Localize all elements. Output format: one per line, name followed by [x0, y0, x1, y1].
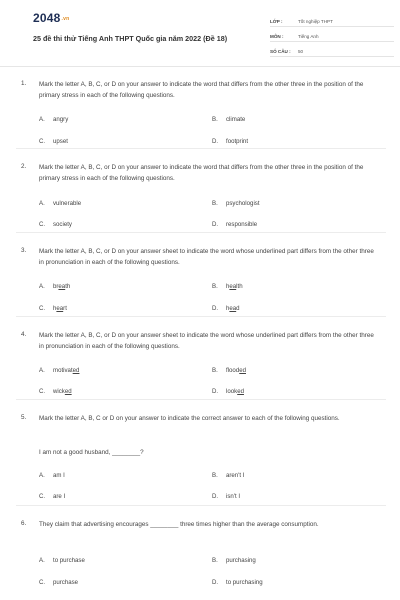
option-c[interactable] [39, 493, 65, 500]
option-text: psychologist [226, 200, 260, 207]
meta-value: 50 [298, 49, 304, 54]
meta-label: MÔN : [270, 34, 284, 39]
option-c[interactable] [39, 579, 78, 586]
option-text: d [236, 305, 240, 312]
meta-value: Tốt nghiệp THPT [298, 19, 333, 24]
option-d[interactable] [212, 388, 244, 395]
option-a[interactable] [39, 557, 85, 564]
option-d[interactable] [212, 221, 257, 228]
question-stem: I am not a good husband, ________? [39, 449, 144, 456]
option-text: lth [236, 283, 243, 290]
question-text: Mark the letter A, B, C or D on your answer to indicate the correct answer to each of the following questions. [39, 415, 340, 422]
option-text: h [226, 305, 230, 312]
question-number: 6. [21, 520, 27, 527]
question-3 [16, 233, 386, 317]
underlined-part: ea [229, 283, 237, 290]
option-letter: C. [39, 221, 46, 228]
option-text: motivat [53, 367, 73, 374]
meta-class-row [270, 12, 394, 27]
option-d[interactable] [212, 305, 240, 312]
option-letter: B. [212, 200, 218, 207]
meta-label: LỚP : [270, 19, 283, 24]
option-a[interactable] [39, 283, 70, 290]
option-letter: D. [212, 493, 219, 500]
underlined-part: ed [64, 388, 72, 395]
option-letter: C. [39, 138, 46, 145]
option-text: flood [226, 367, 240, 374]
underlined-part: ed [239, 367, 246, 374]
option-text: to purchase [53, 557, 85, 564]
option-text: society [53, 221, 72, 228]
option-b[interactable] [212, 557, 256, 564]
option-text: h [226, 283, 230, 290]
option-a[interactable] [39, 200, 81, 207]
question-number: 4. [21, 331, 27, 338]
document-meta [270, 12, 394, 57]
question-text: Mark the letter A, B, C, or D on your answer to indicate the word that differs from the other three in the position of the primary stress in each of the following questions. [39, 81, 364, 99]
underlined-part: ea [56, 305, 64, 312]
meta-value: Tiếng Anh [298, 34, 319, 39]
option-letter: B. [212, 472, 218, 479]
option-letter: A. [39, 283, 45, 290]
option-text: rt [63, 305, 67, 312]
option-b[interactable] [212, 283, 243, 290]
option-letter: B. [212, 283, 218, 290]
option-letter: A. [39, 472, 45, 479]
option-letter: D. [212, 138, 219, 145]
option-letter: A. [39, 557, 45, 564]
option-letter: B. [212, 367, 218, 374]
question-text: They claim that advertising encourages ________ three times higher than the average consumption. [39, 521, 319, 528]
option-text: purchase [53, 579, 79, 586]
option-letter: A. [39, 200, 45, 207]
option-letter: C. [39, 388, 46, 395]
option-text: vulnerable [53, 200, 82, 207]
option-text: footprint [226, 138, 249, 145]
option-letter: A. [39, 116, 45, 123]
question-list [16, 66, 386, 600]
option-a[interactable] [39, 367, 79, 374]
question-text: Mark the letter A, B, C, or D on your answer sheet to indicate the word whose underlined part differs from the other three in pronunciation in each of the following questions. [39, 248, 374, 266]
option-c[interactable] [39, 305, 67, 312]
option-text: wick [53, 388, 65, 395]
option-text: h [53, 305, 57, 312]
logo-text: 2048 [33, 11, 61, 25]
site-logo[interactable] [33, 11, 69, 25]
option-text: am I [53, 472, 65, 479]
underlined-part: ea [229, 305, 237, 312]
option-b[interactable] [212, 116, 245, 123]
option-text: th [65, 283, 71, 290]
option-d[interactable] [212, 138, 248, 145]
option-b[interactable] [212, 472, 244, 479]
option-letter: D. [212, 305, 219, 312]
meta-subject-row [270, 27, 394, 42]
option-letter: D. [212, 579, 219, 586]
option-text: are I [53, 493, 66, 500]
option-b[interactable] [212, 367, 246, 374]
option-letter: C. [39, 493, 46, 500]
underlined-part: ea [58, 283, 66, 290]
option-letter: B. [212, 116, 218, 123]
underlined-part: ed [72, 367, 80, 374]
meta-label: SỐ CÂU : [270, 49, 291, 54]
question-text: Mark the letter A, B, C, or D on your answer to indicate the word that differs from the other three in the position of the primary stress in each of the following questions. [39, 164, 364, 182]
option-text: to purchasing [226, 579, 263, 586]
option-text: purchasing [226, 557, 256, 564]
question-6 [16, 506, 386, 600]
option-text: climate [226, 116, 246, 123]
option-text: responsible [226, 221, 258, 228]
underlined-part: ed [237, 388, 244, 395]
option-letter: C. [39, 305, 46, 312]
option-letter: C. [39, 579, 46, 586]
question-text: Mark the letter A, B, C, or D on your answer sheet to indicate the word whose underlined part differs from the other three in pronunciation in each of the following questions. [39, 332, 374, 350]
header [16, 0, 386, 62]
option-c[interactable] [39, 138, 68, 145]
option-text: br [53, 283, 59, 290]
option-c[interactable] [39, 388, 72, 395]
question-number: 5. [21, 414, 27, 421]
option-b[interactable] [212, 200, 260, 207]
option-letter: D. [212, 388, 219, 395]
document-title: 25 đề thi thử Tiếng Anh THPT Quốc gia năm 2022 (Đề 18) [33, 34, 228, 43]
option-text: isn't I [226, 493, 241, 500]
question-5 [16, 400, 386, 506]
meta-count-row [270, 42, 394, 57]
question-2 [16, 149, 386, 233]
option-letter: B. [212, 557, 218, 564]
option-a[interactable] [39, 472, 65, 479]
question-number: 1. [21, 80, 27, 87]
option-text: angry [53, 116, 69, 123]
option-text: upset [53, 138, 68, 145]
option-text: look [226, 388, 238, 395]
logo-suffix: .vn [61, 16, 70, 22]
option-a[interactable] [39, 116, 68, 123]
option-d[interactable] [212, 579, 263, 586]
question-4 [16, 317, 386, 400]
question-1 [16, 66, 386, 149]
option-letter: A. [39, 367, 45, 374]
question-number: 2. [21, 163, 27, 170]
option-text: aren't I [226, 472, 245, 479]
option-c[interactable] [39, 221, 72, 228]
question-number: 3. [21, 247, 27, 254]
option-letter: D. [212, 221, 219, 228]
option-d[interactable] [212, 493, 240, 500]
